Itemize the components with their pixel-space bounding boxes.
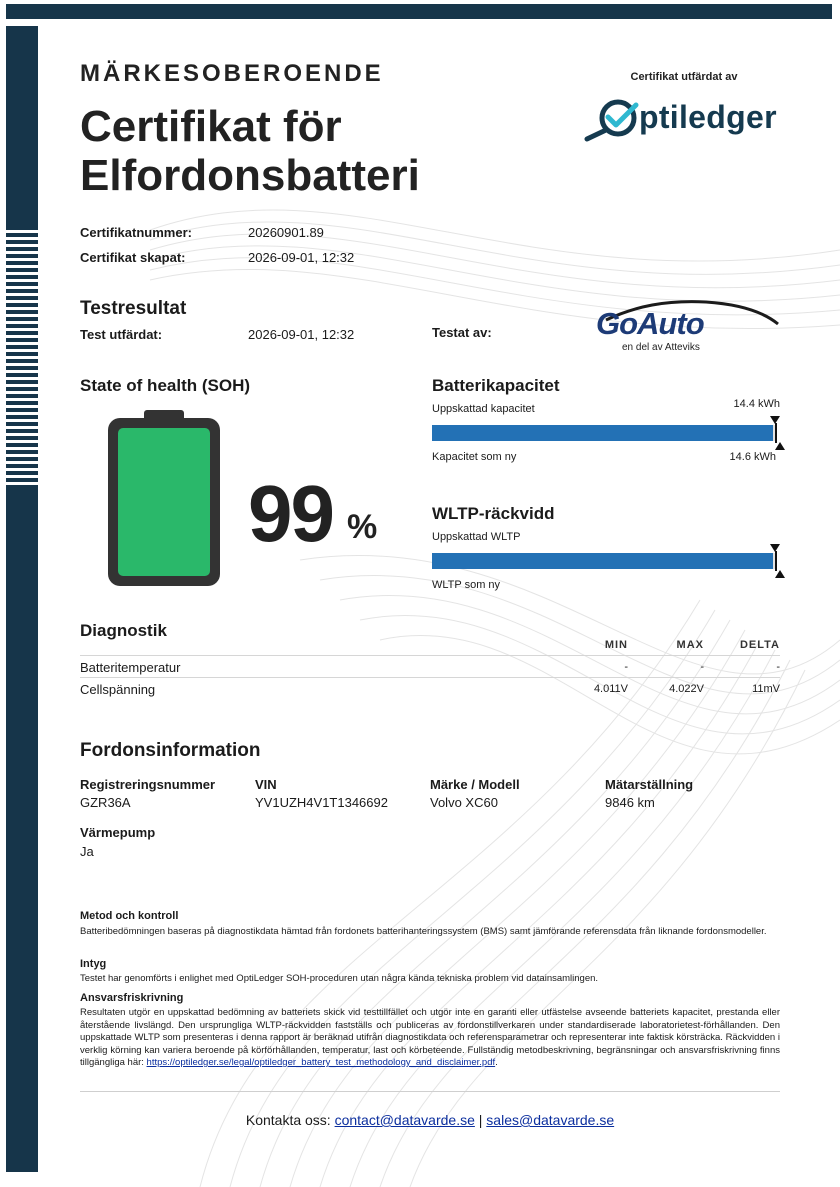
goauto-tagline: en del av Atteviks (622, 342, 700, 353)
method-text: Batteribedömningen baseras på diagnostikdata hämtad från fordonets batterihanteringssystem (BMS) samt jämförande referensdata från liknande fordonsmodeller. (80, 926, 767, 937)
sales-email-link[interactable]: sales@datavarde.se (486, 1112, 615, 1128)
certificate-number-label: Certifikatnummer: (80, 225, 192, 240)
capacity-heading: Batterikapacitet (432, 376, 560, 395)
diagnostics-row-min: 4.011V (593, 683, 628, 695)
wltp-new-marker (775, 570, 785, 578)
vehicle-field-value: 9846 km (605, 795, 655, 810)
diagnostics-row-max: 4.022V (669, 683, 704, 695)
diagnostics-col-max: MAX (676, 639, 704, 651)
goauto-logo (596, 298, 782, 358)
diagnostics-row-min: - (624, 661, 628, 673)
tested-by-label: Testat av: (432, 325, 492, 340)
contact-line (80, 1112, 780, 1128)
vehicle-field-label: Mätarställning (605, 777, 694, 792)
diagnostics-row (80, 655, 780, 677)
test-issued-value: 2026-09-01, 12:32 (248, 327, 355, 342)
optiledger-wordmark: ptiledger (639, 99, 777, 135)
goauto-wordmark: GoAuto (596, 306, 704, 341)
magnifier-check-icon (584, 97, 644, 143)
capacity-estimated-value: 14.4 kWh (733, 398, 780, 410)
contact-label: Kontakta oss: (245, 1112, 331, 1128)
capacity-estimated-label: Uppskattad kapacitet (432, 403, 535, 415)
diagnostics-row-delta: 11mV (752, 683, 780, 695)
method-heading: Metod och kontroll (80, 910, 179, 922)
wltp-estimated-label: Uppskattad WLTP (432, 531, 521, 543)
footer-divider (80, 1091, 780, 1092)
side-border-bar (6, 26, 38, 1172)
wltp-bar-fill (432, 553, 773, 569)
disclaimer-paragraph (80, 1007, 780, 1070)
vehicle-heading: Fordonsinformation (80, 740, 261, 761)
vehicle-field-label: Märke / Modell (430, 777, 520, 792)
attestation-heading: Intyg (80, 958, 107, 970)
test-issued-label: Test utfärdat: (80, 327, 163, 342)
page-title: Certifikat för Elfordonsbatteri (80, 102, 420, 200)
issuer-label: Certifikat utfärdat av (630, 71, 738, 83)
attestation-text: Testet har genomförts i enlighet med OptiLedger SOH-proceduren utan några kända tekniska problem vid datainsamlingen. (80, 973, 599, 984)
disclaimer-link[interactable]: https://optiledger.se/legal/optiledger_battery_test_methodology_and_disclaimer.pdf (146, 1057, 496, 1068)
diagnostics-heading: Diagnostik (80, 621, 167, 640)
diagnostics-col-delta: DELTA (739, 639, 780, 651)
battery-fill (118, 428, 210, 576)
optiledger-logo (584, 97, 784, 143)
vehicle-field-value: Ja (80, 844, 94, 859)
wltp-new-label: WLTP som ny (432, 579, 501, 591)
capacity-new-marker (775, 442, 785, 450)
certificate-eyebrow: MÄRKESOBEROENDE (80, 60, 384, 87)
capacity-bar (432, 425, 776, 441)
capacity-new-line (775, 423, 777, 443)
diagnostics-col-min: MIN (604, 639, 628, 651)
diagnostics-row-delta: - (776, 661, 780, 673)
disclaimer-link-suffix: . (495, 1057, 498, 1068)
disclaimer-text: Resultaten utgör en uppskattad bedömning av batteriets skick vid testtillfället och utgör inte en garanti eller utfästelse avseende batteriets kapacitet, prestanda eller återstående livslängd. Den ursprungliga WLTP-räckvidden fastställs och publiceras av fordonstillverkaren under standardiserade laboratorietest-förhållanden. Den uppskattade WLTP som presenteras i denna rapport är beräknad utifrån diagnostikdata och referensparametrar och representerar inte faktisk körsträcka. Räckvidden i verklig körning kan variera beroende på körförhållanden, temperatur, last och körbeteende. Fullständig metodbeskrivning, begränsningar och ansvarsfriskrivning finns tillgängliga här: (80, 1007, 780, 1068)
diagnostics-row-label: Cellspänning (80, 682, 156, 697)
vehicle-field-label: Värmepump (80, 825, 156, 840)
certificate-created-label: Certifikat skapat: (80, 250, 186, 265)
capacity-new-value: 14.6 kWh (729, 451, 776, 463)
battery-icon (108, 410, 220, 586)
test-result-heading: Testresultat (80, 298, 187, 319)
certificate-created-value: 2026-09-01, 12:32 (248, 250, 355, 265)
diagnostics-row (80, 677, 780, 699)
diagnostics-row-label: Batteritemperatur (80, 660, 181, 675)
certificate-number-value: 20260901.89 (248, 225, 324, 240)
side-stripe-pattern (6, 226, 38, 488)
wltp-heading: WLTP-räckvidd (432, 504, 555, 523)
contact-email-link[interactable]: contact@datavarde.se (334, 1112, 475, 1128)
soh-heading: State of health (SOH) (80, 376, 251, 395)
disclaimer-heading: Ansvarsfriskrivning (80, 992, 184, 1004)
soh-unit: % (347, 508, 378, 546)
wltp-bar (432, 553, 776, 569)
wltp-new-line (775, 551, 777, 571)
contact-separator: | (478, 1112, 483, 1128)
capacity-new-label: Kapacitet som ny (432, 451, 517, 463)
capacity-bar-fill (432, 425, 773, 441)
soh-value: 99 (248, 469, 333, 558)
vehicle-field-label: VIN (255, 777, 277, 792)
vehicle-field-value: YV1UZH4V1T1346692 (255, 795, 388, 810)
vehicle-field-label: Registreringsnummer (80, 777, 216, 792)
vehicle-field-value: GZR36A (80, 795, 131, 810)
vehicle-field-value: Volvo XC60 (430, 795, 498, 810)
top-border-bar (6, 4, 832, 19)
diagnostics-row-max: - (700, 661, 704, 673)
